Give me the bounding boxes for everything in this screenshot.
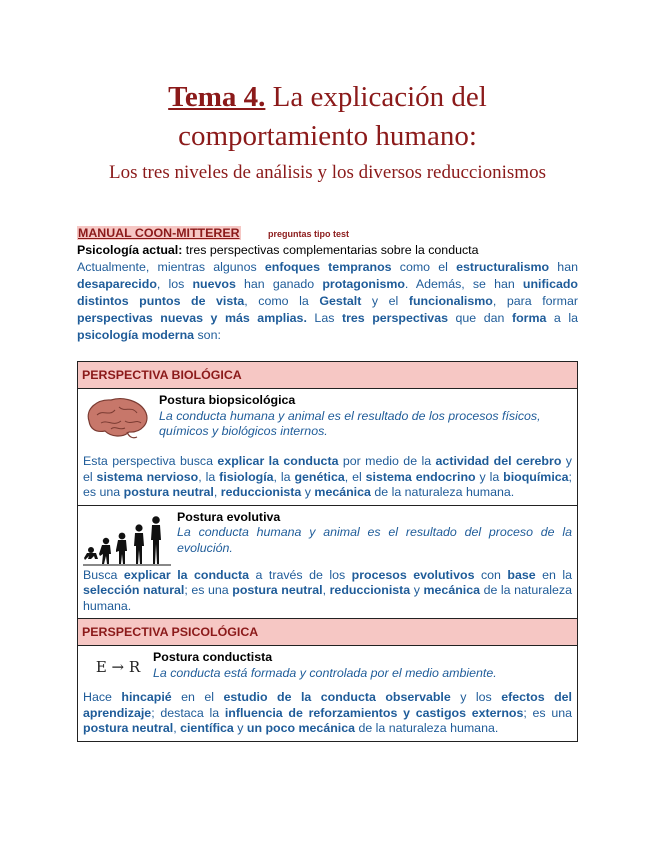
- conductista-posture: [83, 650, 572, 682]
- intro-text: , como la: [244, 294, 320, 308]
- intro-keyword: enfoques tempranos: [264, 260, 392, 274]
- biopsicologica-definition: La conducta humana y animal es el resultado de los procesos físicos, químicos y biológicos internos.: [159, 408, 541, 438]
- desc-keyword: postura neutral: [83, 721, 174, 735]
- desc-keyword: explicar la conducta: [123, 567, 250, 582]
- preguntas-label: preguntas tipo test: [267, 229, 349, 239]
- desc-text: y: [233, 721, 247, 735]
- biopsicologica-cell: [78, 389, 577, 506]
- desc-text: y: [410, 583, 424, 597]
- desc-keyword: mecánica: [423, 583, 480, 597]
- manual-heading: MANUAL COON-MITTERER: [78, 226, 240, 240]
- intro-text: que dan: [447, 311, 512, 325]
- conductista-description: [83, 690, 572, 737]
- desc-text: de la naturaleza humana.: [83, 583, 572, 613]
- desc-keyword: bioquímica: [503, 469, 569, 484]
- desc-text: , la: [198, 469, 220, 484]
- desc-keyword: sistema nervioso: [96, 469, 199, 484]
- desc-text: y el: [83, 454, 572, 484]
- biopsicologica-description: [83, 454, 572, 501]
- intro-text: como el: [391, 260, 457, 274]
- psicologia-actual-line: [77, 242, 578, 259]
- intro-keyword: nuevos: [192, 277, 236, 291]
- desc-keyword: efectos del aprendizaje: [83, 690, 572, 720]
- intro-text: son:: [194, 328, 221, 342]
- perspectives-table: [77, 361, 578, 742]
- desc-keyword: actividad del cerebro: [435, 454, 562, 468]
- biopsicologica-title: Postura biopsicológica: [159, 393, 296, 407]
- evolutiva-title: Postura evolutiva: [177, 509, 281, 524]
- desc-keyword: base: [507, 567, 536, 582]
- intro-text: a la: [546, 311, 578, 325]
- desc-keyword: selección natural: [83, 583, 185, 597]
- intro-paragraph: [77, 259, 578, 344]
- intro-keyword: tres perspectivas: [341, 311, 448, 325]
- desc-text: ; destaca la: [151, 705, 225, 720]
- desc-keyword: postura neutral: [123, 485, 214, 499]
- desc-text: a través de los: [249, 567, 352, 582]
- biopsicologica-posture: [83, 393, 572, 443]
- desc-keyword: un poco mecánica: [246, 721, 356, 735]
- intro-text: , los: [156, 277, 193, 291]
- evolutiva-definition: La conducta humana y animal es el resultado del proceso de la evolución.: [177, 525, 572, 555]
- intro-keyword: desaparecido: [77, 277, 157, 291]
- conductista-title: Postura conductista: [153, 650, 273, 664]
- title-block: [0, 78, 655, 186]
- desc-keyword: genética: [294, 469, 345, 484]
- title-line-1-rest: La explicación del: [265, 81, 487, 113]
- intro-keyword: psicología moderna: [77, 328, 195, 342]
- desc-text: de la naturaleza humana.: [355, 721, 499, 735]
- desc-text: Esta perspectiva busca: [83, 454, 218, 468]
- human-evolution-icon: [83, 512, 173, 566]
- psicologia-actual-text: tres perspectivas complementarias sobre la conducta: [182, 243, 479, 257]
- desc-text: y: [301, 485, 315, 499]
- desc-text: en la: [535, 567, 572, 582]
- intro-keyword: unificado distintos puntos de vista: [77, 277, 578, 308]
- conductista-cell: [78, 646, 577, 741]
- conductista-text: [153, 650, 572, 681]
- desc-text: ; es una: [184, 583, 233, 597]
- desc-keyword: estudio de la conducta observable: [223, 690, 451, 704]
- desc-keyword: sistema endocrino: [365, 469, 476, 484]
- psicologia-actual-label: Psicología actual:: [77, 243, 183, 257]
- title-line-1: [0, 78, 655, 116]
- intro-section: [77, 225, 578, 344]
- evolutiva-description: [83, 568, 572, 615]
- intro-text: han ganado: [235, 277, 323, 291]
- desc-keyword: postura neutral: [232, 583, 323, 597]
- manual-row: [77, 225, 578, 242]
- desc-text: , el: [344, 469, 366, 484]
- intro-text: Actualmente, mientras algunos: [77, 260, 265, 274]
- evolutiva-cell: [78, 506, 577, 620]
- intro-keyword: protagonismo: [322, 277, 405, 291]
- biopsicologica-text: [159, 393, 572, 440]
- brain-icon: [83, 395, 155, 443]
- desc-keyword: mecánica: [314, 485, 371, 499]
- desc-text: ,: [322, 583, 330, 597]
- intro-keyword: Gestalt: [319, 294, 362, 308]
- desc-keyword: fisiología: [219, 469, 274, 484]
- intro-text: han: [549, 260, 578, 274]
- desc-text: con: [474, 567, 508, 582]
- desc-keyword: procesos evolutivos: [351, 567, 475, 582]
- desc-text: de la naturaleza humana.: [370, 485, 515, 499]
- desc-keyword: explicar la conducta: [217, 454, 339, 468]
- tema-label: Tema 4.: [168, 81, 266, 113]
- desc-text: ,: [213, 485, 221, 499]
- desc-text: por medio de la: [338, 454, 436, 468]
- intro-keyword: forma: [511, 311, 547, 325]
- intro-text: y el: [361, 294, 409, 308]
- conductista-definition: La conducta está formada y controlada por el medio ambiente.: [153, 665, 497, 680]
- desc-text: , la: [273, 469, 295, 484]
- desc-text: ; es una: [83, 469, 572, 499]
- desc-keyword: científica: [180, 721, 234, 735]
- intro-keyword: perspectivas nuevas y más amplias.: [77, 311, 307, 325]
- desc-text: y la: [475, 469, 504, 484]
- desc-keyword: influencia de reforzamientos y castigos externos: [224, 705, 524, 720]
- perspectiva-biologica-header: PERSPECTIVA BIOLÓGICA: [78, 362, 577, 389]
- desc-text: Busca: [83, 567, 124, 582]
- intro-text: . Además, se han: [404, 277, 523, 291]
- perspectiva-psicologica-header: PERSPECTIVA PSICOLÓGICA: [78, 619, 577, 646]
- desc-keyword: hincapié: [121, 690, 172, 704]
- intro-keyword: estructuralismo: [456, 260, 550, 274]
- subtitle: Los tres niveles de análisis y los diversos reduccionismos: [109, 162, 546, 183]
- desc-text: en el: [171, 690, 224, 704]
- desc-text: ,: [173, 721, 181, 735]
- intro-text: , para formar: [492, 294, 578, 308]
- desc-keyword: reduccionista: [220, 485, 302, 499]
- evolutiva-text: [177, 510, 572, 557]
- desc-text: ; es una: [523, 705, 573, 720]
- intro-keyword: funcionalismo: [408, 294, 493, 308]
- evolutiva-posture: [83, 510, 572, 566]
- desc-text: Hace: [83, 690, 122, 704]
- desc-keyword: reduccionista: [329, 583, 411, 597]
- title-line-2: comportamiento humano:: [178, 120, 477, 152]
- desc-text: y los: [450, 690, 502, 704]
- intro-text: Las: [306, 311, 342, 325]
- stimulus-response-icon: E → R: [95, 658, 141, 676]
